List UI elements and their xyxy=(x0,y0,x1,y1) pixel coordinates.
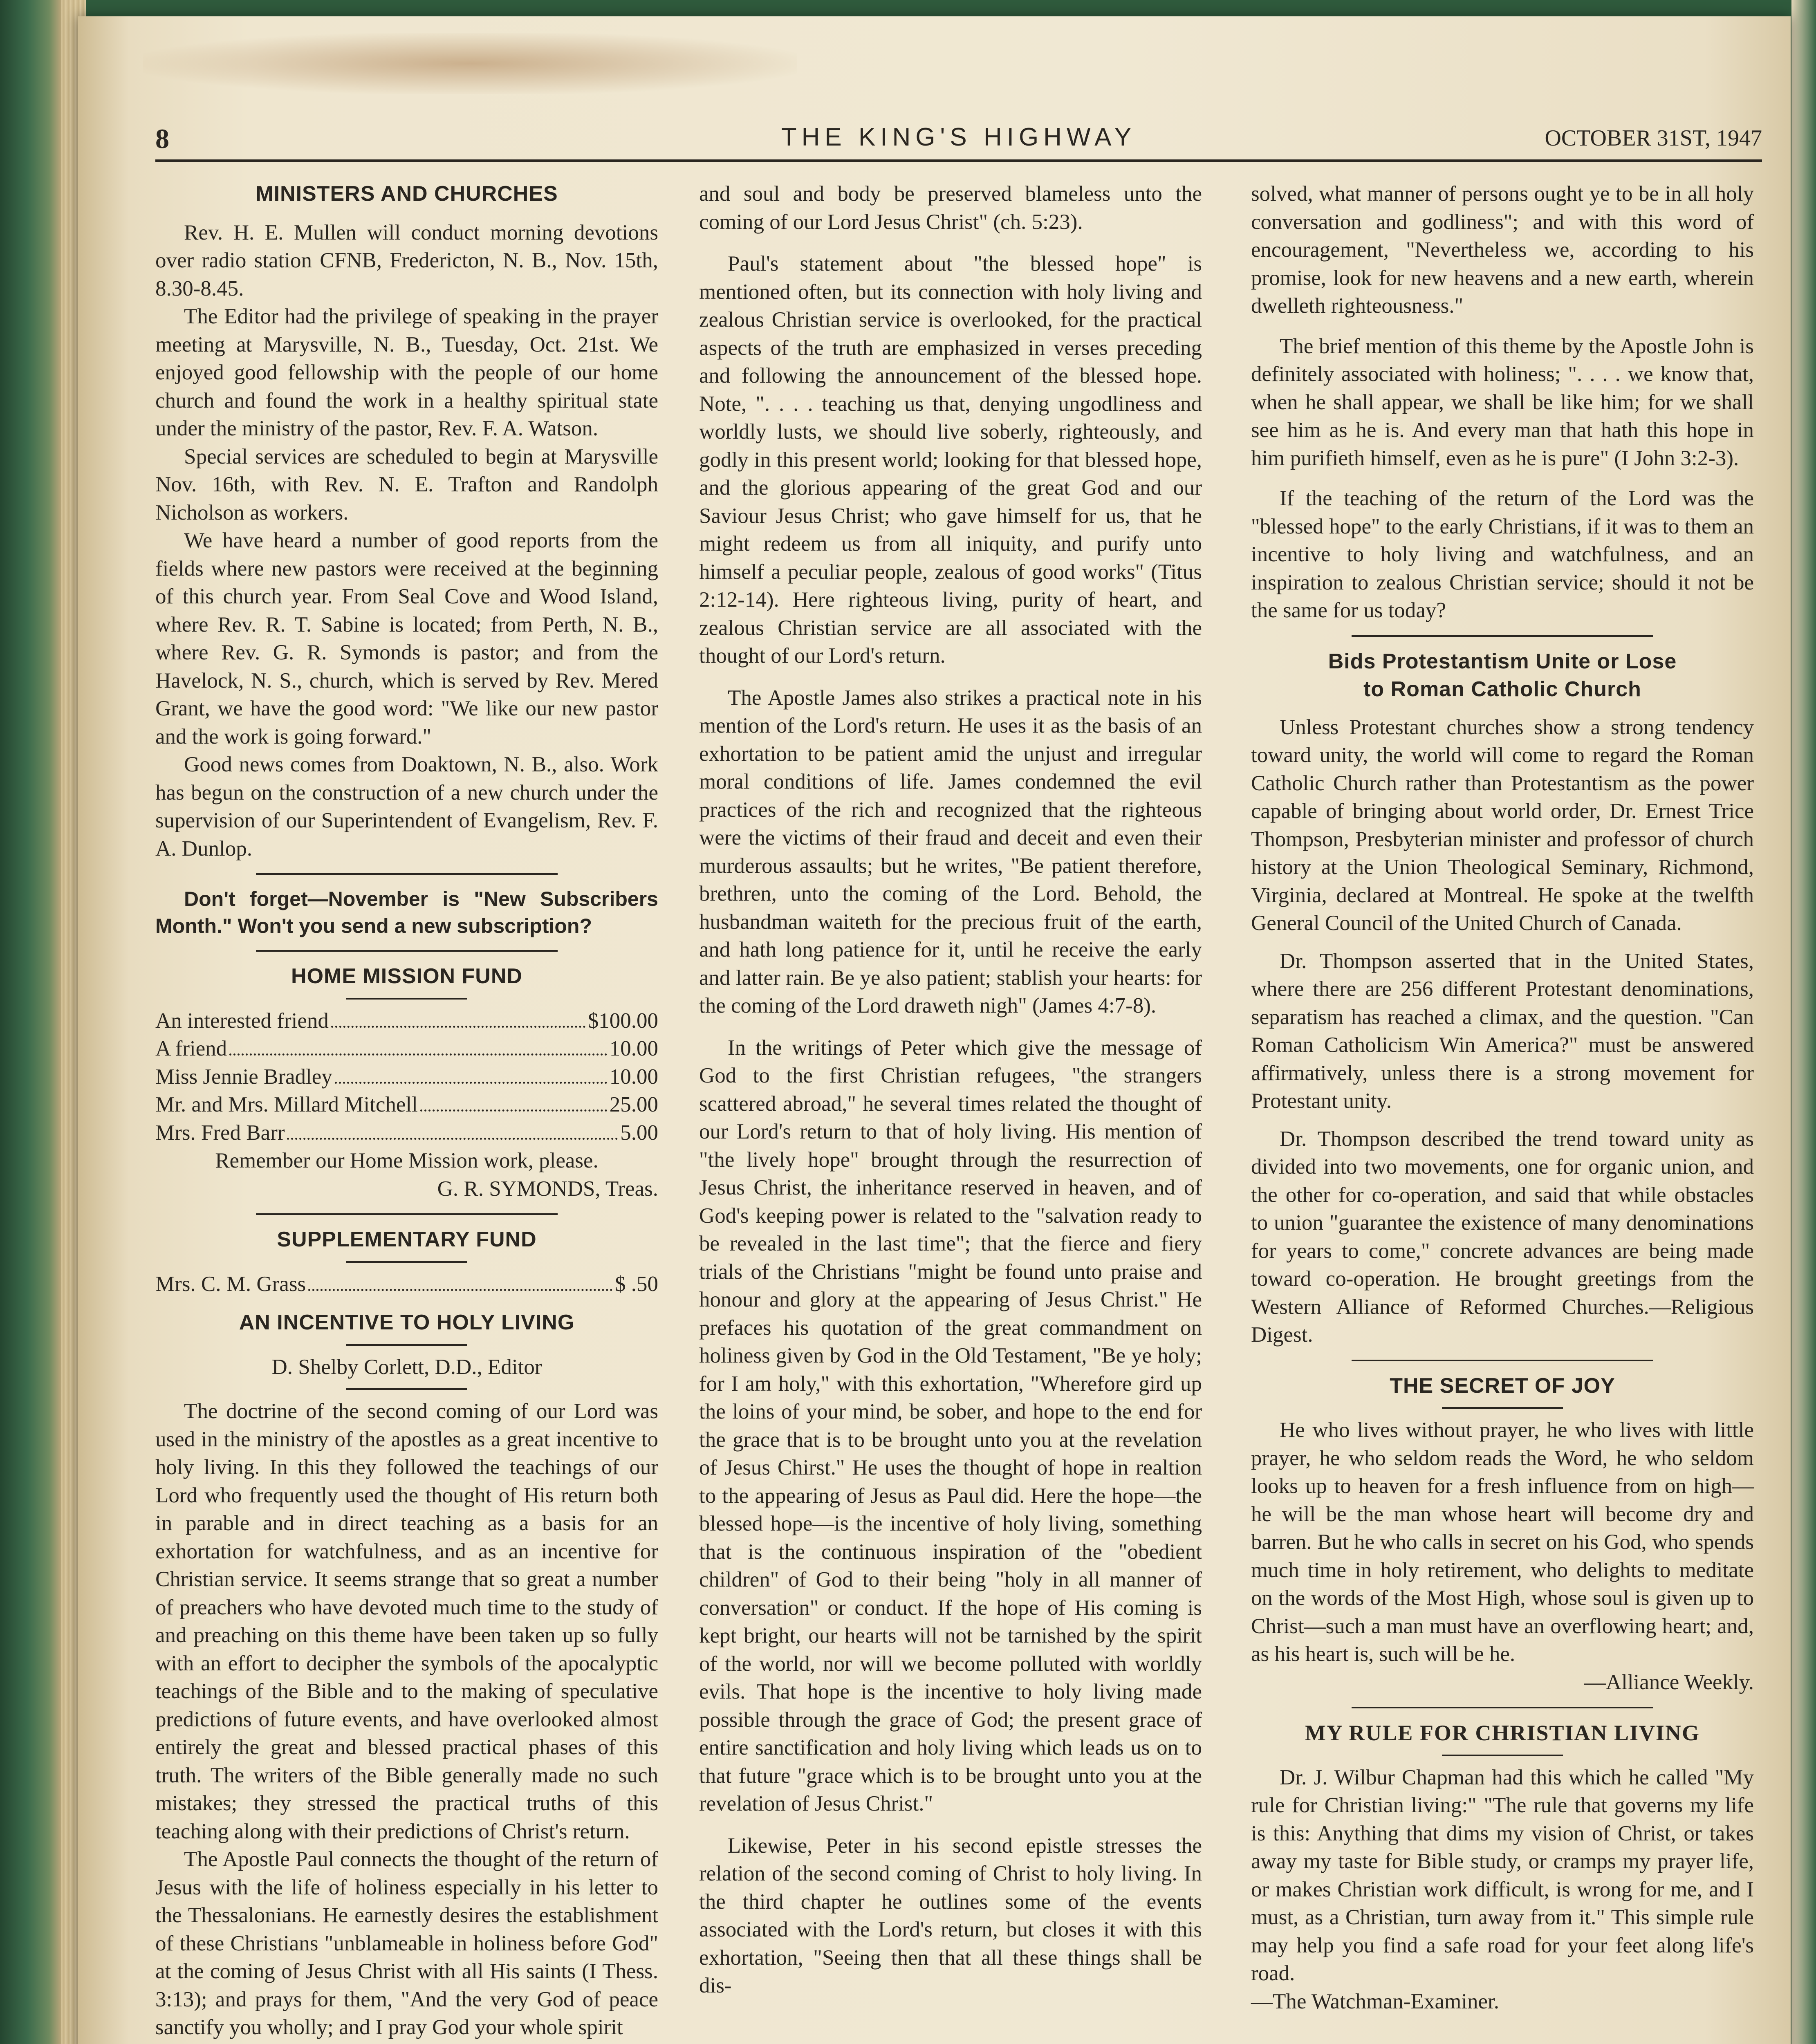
supplementary-fund-heading: SUPPLEMENTARY FUND xyxy=(277,1228,537,1251)
treasurer-signature: G. R. SYMONDS, Treas. xyxy=(437,1177,658,1201)
ministers-paragraph: Good news comes from Doaktown, N. B., also. Work has begun on the construction of a new church under the supervision of our Superintendent of Evangelism, Rev. F. A. Dunlop. xyxy=(155,753,658,861)
bids-paragraph: Dr. Thompson described the trend toward unity as divided into two movements, one for organic union, and the other for co-operation, and said that while obstacles to union "guarantee the existence of many denominations for years to come," concrete advances are being made toward co-operation. He brought greetings from the Western Alliance of Reformed Churches.—Religious Digest. xyxy=(1251,1127,1754,1347)
binding-right-edge xyxy=(1791,0,1816,2044)
heading-underline xyxy=(346,1388,467,1390)
book-spine xyxy=(0,0,61,2044)
running-header xyxy=(155,123,1762,162)
secret-of-joy-heading: THE SECRET OF JOY xyxy=(1390,1374,1615,1398)
fund-row: Mr. and Mrs. Millard Mitchell 25.00 xyxy=(155,1093,658,1116)
ministers-paragraph: We have heard a number of good reports from the fields where new pastors were received at the beginning of this church year. From Seal Cove and Wood Island, where Rev. R. T. Sabine is located; from Perth, N. B., where Rev. G. R. Symonds is pastor; and from the Havelock, N. S., church, which is served by Rev. Mered Grant, we have the good word: "We like our new pastor and the work is going forward." xyxy=(155,529,658,749)
incentive-paragraph: The brief mention of this theme by the Apostle John is definitely associated with holiness; ". . . . we know that, when he shall appear, we shall be like him; for we shall see him as he is. And every man that hath this hope in him purifieth himself, even as he is pure" (I John 3:2-3). xyxy=(1251,334,1754,470)
fund-row: Miss Jennie Bradley 10.00 xyxy=(155,1065,658,1089)
fund-row: Mrs. C. M. Grass $ .50 xyxy=(155,1272,658,1296)
column-3 xyxy=(1251,180,1754,2015)
ministers-paragraph: Special services are scheduled to begin at Marysville Nov. 16th, with Rev. N. E. Trafton and Randolph Nicholson as workers. xyxy=(155,444,658,524)
page-content xyxy=(155,123,1762,2044)
incentive-paragraph: solved, what manner of persons ought ye to be in all holy conversation and godliness"; and with this word of encouragement, "Nevertheless we, according to his promise, look for new heavens and a new earth, wherein dwelleth righteousness." xyxy=(1251,182,1754,318)
rule-paragraph: Dr. J. Wilbur Chapman had this which he called "My rule for Christian living:" "The rule that governs my life is this: Anything that dims my vision of Christ, or takes away my taste for Bible study, or cramps my prayer life, or makes Christian work difficult, is wrong for me, and I must, as a Christian, turn away from it." This simple rule may help you find a safe road for your feet along life's road. xyxy=(1251,1765,1754,1985)
fund-row: Mrs. Fred Barr 5.00 xyxy=(155,1121,658,1145)
incentive-paragraph: Likewise, Peter in his second epistle stresses the relation of the second coming of Christ to holy living. In the third chapter he outlines some of the events associated with the Lord's return, but closes it with this exhortation, "Seeing then that all these things shall be dis- xyxy=(699,1833,1202,1997)
incentive-paragraph: If the teaching of the return of the Lord was the "blessed hope" to the early Christians, if it was to them an incentive to holy living and watchfulness, and an inspiration to zealous Christian service; should it not be the same for us today? xyxy=(1251,486,1754,622)
incentive-paragraph: and soul and body be preserved blameless unto the coming of our Lord Jesus Christ" (ch. 5:23). xyxy=(699,182,1202,234)
column-2 xyxy=(699,180,1202,2000)
heading-underline xyxy=(1442,1755,1563,1756)
section-divider xyxy=(1352,1707,1653,1708)
issue-date: OCTOBER 31ST, 1947 xyxy=(1545,126,1762,151)
ministers-paragraph: The Editor had the privilege of speaking in the prayer meeting at Marysville, N. B., Tuesday, Oct. 21st. We enjoyed good fellowship with the people of our home church and found the work in a healthy spiritual state under the ministry of the pastor, Rev. F. A. Watson. xyxy=(155,305,658,440)
column-1 xyxy=(155,180,658,2042)
section-divider xyxy=(256,873,558,875)
section-divider xyxy=(1352,635,1653,637)
ministers-heading: MINISTERS AND CHURCHES xyxy=(256,182,558,206)
incentive-heading: AN INCENTIVE TO HOLY LIVING xyxy=(239,1311,575,1334)
heading-underline xyxy=(346,1261,467,1263)
section-divider xyxy=(256,1213,558,1215)
fund-row: An interested friend $100.00 xyxy=(155,1009,658,1033)
subscription-notice: Don't forget—November is "New Subscribers Month." Won't you send a new subscription? xyxy=(155,888,658,937)
heading-underline xyxy=(1442,1407,1563,1409)
incentive-paragraph: In the writings of Peter which give the message of God to the first Christian refugees, "the strangers scattered abroad," he several times related the thought of our Lord's return to that of holy living. His mention of "the lively hope" brought through the resurrection of Jesus Christ, the inheritance reserved in heaven, and of God's keeping power is related to the "salvation ready to be revealed in the last time"; that the fierce and fiery trials of the Christians "might be found unto praise and honour and glory at the appearing of Jesus Christ." He prefaces his quotation of the great commandment on holiness given by God in the Old Testament, "Be ye holy; for I am holy," with this exhortation, "Wherefore gird up the loins of your mind, be sober, and hope to the end for the grace that is to be brought unto you at the revelation of Jesus Chirst." He uses the thought of hope in realtion to the appearing of Jesus as Paul did. Here the hope—the blessed hope—is the incentive of holy living, something that is the continuous inspiration of the "obedient children" of God to their being "holy in all manner of conversation" or conduct. If the hope of His coming is kept bright, our hearts will not be tarnished by the spirit of the world, nor will we become polluted with worldly evils. That hope is the incentive to holy living made possible through the grace of God; the present grace of entire sanctification and holy living which leads us on to that future "grace which is to be brought unto you at the revelation of Jesus Christ." xyxy=(699,1035,1202,1815)
rule-source: —The Watchman-Examiner. xyxy=(1251,1989,1499,2013)
home-mission-heading: HOME MISSION FUND xyxy=(291,964,522,988)
bids-paragraph: Unless Protestant churches show a strong tendency toward unity, the world will come to regard the Roman Catholic Church rather than Protestantism as the power capable of bringing about world order, Dr. Ernest Trice Thompson, Presbyterian minister and professor of church history at the Union Theological Seminary, Richmond, Virginia, declared at Montreal. He spoke at the twelfth General Council of the United Church of Canada. xyxy=(1251,715,1754,935)
heading-underline xyxy=(346,998,467,1000)
section-divider xyxy=(1352,1360,1653,1361)
page-number: 8 xyxy=(155,123,169,154)
incentive-paragraph: The doctrine of the second coming of our Lord was used in the ministry of the apostles as a great incentive to holy living. In this they followed the teachings of our Lord who frequently used the thought of His return both in parable and in direct teaching as a basis for an exhortation for watchfulness, and as an incentive for Christian service. It seems strange that so great a number of preachers who have devoted much time to the study of and preaching on this theme have been taken up so fully with an effort to decipher the symbols of the apocalyptic teachings of the Bible and to the making of speculative predictions of future events, and have overlooked almost entirely the great and blessed practical phases of this truth. The writers of the Bible generally made no such mistakes; they stressed the practical truths of this teaching along with their predictions of Christ's return. xyxy=(155,1399,658,1843)
joy-paragraph: He who lives without prayer, he who lives with little prayer, he who seldom reads the Word, he who seldom looks up to heaven for a fresh influence from on high—he will be the man whose heart will become dry and barren. But he who calls in secret on his God, who spends much time in holy retirement, who delights to meditate on the words of the Most High, whose soul is given up to Christ—such a man must have an overflowing heart; and, as his heart is, such will be he. xyxy=(1251,1418,1754,1666)
joy-source: —Alliance Weekly. xyxy=(1584,1670,1754,1694)
home-mission-reminder: Remember our Home Mission work, please. xyxy=(215,1149,599,1172)
incentive-paragraph: Paul's statement about "the blessed hope" is mentioned often, but its connection with holy living and zealous Christian service is overlooked, for the practical aspects of the truth are emphasized in verses preceding and following the announcement of the blessed hope. Note, ". . . . teaching us that, denying ungodliness and worldly lusts, we should live soberly, righteously, and godly in this present world; looking for that blessed hope, and the glorious appearing of the great God and our Saviour Jesus Christ; who gave himself for us, that he might redeem us from all iniquity, and purify unto himself a peculiar people, zealous of good works" (Titus 2:12-14). Here righteous living, purity of heart, and zealous Christian service are all associated with the thought of our Lord's return. xyxy=(699,252,1202,668)
article-byline: D. Shelby Corlett, D.D., Editor xyxy=(271,1355,542,1379)
water-stain xyxy=(143,33,797,94)
christian-living-heading: MY RULE FOR CHRISTIAN LIVING xyxy=(1305,1721,1700,1745)
bids-heading: Bids Protestantism Unite or Lose to Roman Catholic Church xyxy=(1328,649,1677,701)
section-divider xyxy=(256,950,558,952)
fund-row: A friend 10.00 xyxy=(155,1037,658,1060)
home-mission-list xyxy=(155,1007,658,1147)
incentive-paragraph: The Apostle Paul connects the thought of the return of Jesus with the life of holiness especially in his letter to the Thessalonians. He earnestly desires the establishment of these Christians "unblameable in holiness before God" at the coming of Jesus Christ with all His saints (I Thess. 3:13); and prays for them, "And the very God of peace sanctify you wholly; and I pray God your whole spirit xyxy=(155,1847,658,2039)
ministers-paragraph: Rev. H. E. Mullen will conduct morning devotions over radio station CFNB, Fredericton, N. B., Nov. 15th, 8.30-8.45. xyxy=(155,220,658,300)
heading-underline xyxy=(346,1344,467,1346)
publication-title: THE KING'S HIGHWAY xyxy=(781,123,1137,151)
bids-paragraph: Dr. Thompson asserted that in the United States, where there are 256 different Protestant denominations, separatism has reached a climax, and the question. "Can Roman Catholicism Win America?" must be answered affirmatively, unless there is a strong movement for Protestant unity. xyxy=(1251,949,1754,1113)
incentive-paragraph: The Apostle James also strikes a practical note in his mention of the Lord's return. He uses it as the basis of an exhortation to be patient amid the unjust and irregular moral conditions of life. James condemned the evil practices of the rich and recognized that the righteous were the victims of their fraud and deceit and even their murderous assaults; but he writes, "Be patient therefore, brethren, unto the coming of the Lord. Behold, the husbandman waiteth for the precious fruit of the earth, and hath long patience for it, until he receive the early and latter rain. Be ye also patient; stablish your hearts: for the coming of the Lord draweth nigh" (James 4:7-8). xyxy=(699,686,1202,1018)
